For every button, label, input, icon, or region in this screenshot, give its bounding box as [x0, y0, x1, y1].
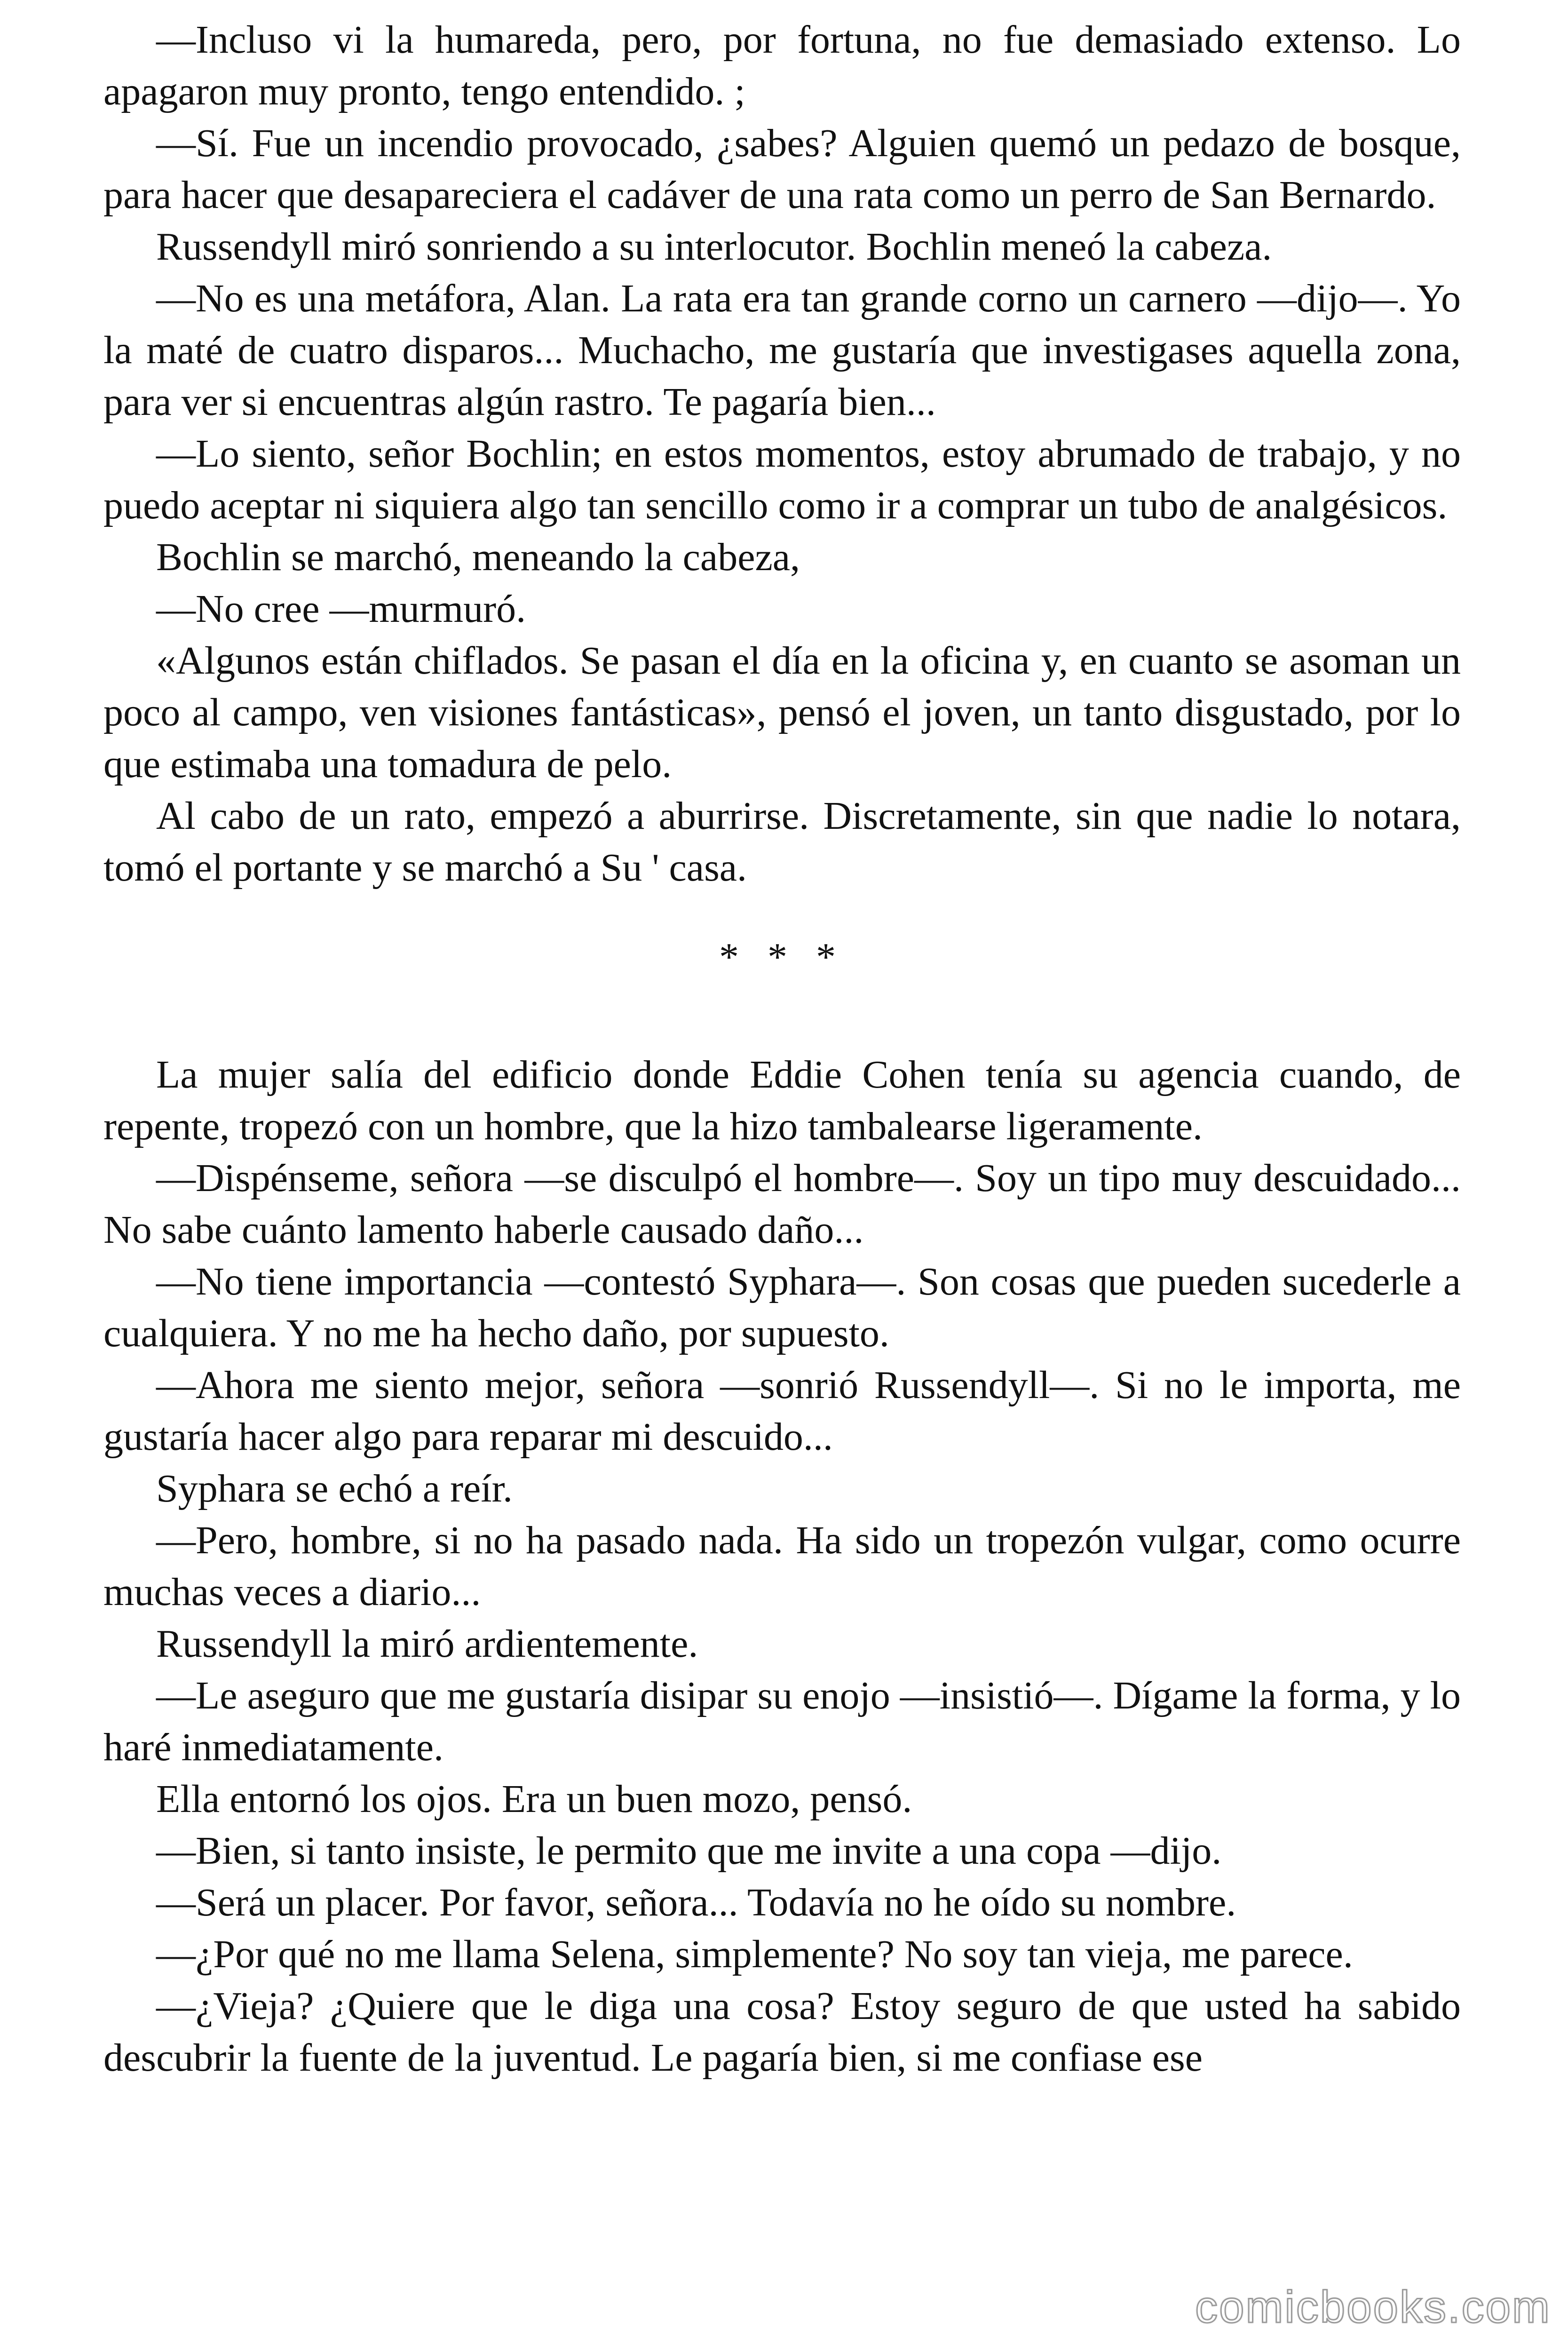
paragraph: —Ahora me siento mejor, señora —sonrió Russendyll—. Si no le importa, me gustaría hacer algo para reparar mi descuido... — [103, 1363, 1461, 1459]
paragraph: Syphara se echó a reír. — [156, 1467, 513, 1510]
watermark: comicbooks.com — [1195, 2282, 1551, 2332]
paragraph: —No tiene importancia —contestó Syphara—. Son cosas que pueden sucederle a cualquiera. Y no me ha hecho daño, por supuesto. — [103, 1260, 1461, 1355]
paragraph: Russendyll miró sonriendo a su interlocutor. Bochlin meneó la cabeza. — [156, 225, 1272, 269]
paragraph: —No cree —murmuró. — [156, 587, 526, 631]
paragraph: Bochlin se marchó, meneando la cabeza, — [156, 535, 800, 579]
paragraph: —Será un placer. Por favor, señora... Todavía no he oído su nombre. — [156, 1881, 1236, 1924]
paragraph: —Dispénseme, señora —se disculpó el hombre—. Soy un tipo muy descuidado... No sabe cuánto lamento haberle causado daño... — [103, 1156, 1461, 1252]
paragraph: Ella entornó los ojos. Era un buen mozo, pensó. — [156, 1777, 912, 1821]
paragraph: —Incluso vi la humareda, pero, por fortuna, no fue demasiado extenso. Lo apagaron muy pronto, tengo entendido. ; — [103, 18, 1461, 113]
paragraph: «Algunos están chiflados. Se pasan el día en la oficina y, en cuanto se asoman un poco al campo, ven visiones fantásticas», pensó el joven, un tanto disgustado, por lo que estimaba una tomadura de pelo. — [103, 639, 1461, 786]
paragraph: —¿Vieja? ¿Quiere que le diga una cosa? Estoy seguro de que usted ha sabido descubrir la fuente de la juventud. Le pagaría bien, si me confiase ese — [103, 1984, 1461, 2080]
paragraph: —No es una metáfora, Alan. La rata era tan grande corno un carnero —dijo—. Yo la maté de cuatro disparos... Muchacho, me gustaría que investigases aquella zona, para ver si encuentras algún rastro. Te pagaría bien... — [103, 277, 1461, 424]
paragraph: —Bien, si tanto insiste, le permito que me invite a una copa —dijo. — [156, 1829, 1222, 1873]
paragraph: La mujer salía del edificio donde Eddie Cohen tenía su agencia cuando, de repente, tropezó con un hombre, que la hizo tambalearse ligeramente. — [103, 1053, 1461, 1148]
paragraph: Russendyll la miró ardientemente. — [156, 1622, 698, 1666]
paragraph: —¿Por qué no me llama Selena, simplemente? No soy tan vieja, me parece. — [156, 1932, 1353, 1976]
paragraph: —Pero, hombre, si no ha pasado nada. Ha sido un tropezón vulgar, como ocurre muchas veces a diario... — [103, 1518, 1461, 1614]
paragraph: —Lo siento, señor Bochlin; en estos momentos, estoy abrumado de trabajo, y no puedo aceptar ni siquiera algo tan sencillo como ir a comprar un tubo de analgésicos. — [103, 432, 1461, 527]
scene-break: * * * — [719, 935, 845, 979]
paragraph: Al cabo de un rato, empezó a aburrirse. Discretamente, sin que nadie lo notara, tomó el portante y se marchó a Su ' casa. — [103, 794, 1461, 890]
paragraph: —Sí. Fue un incendio provocado, ¿sabes? Alguien quemó un pedazo de bosque, para hacer que desapareciera el cadáver de una rata como un perro de San Bernardo. — [103, 121, 1461, 217]
body-text — [103, 14, 1461, 2084]
paragraph: —Le aseguro que me gustaría disipar su enojo —insistió—. Dígame la forma, y lo haré inmediatamente. — [103, 1674, 1461, 1769]
